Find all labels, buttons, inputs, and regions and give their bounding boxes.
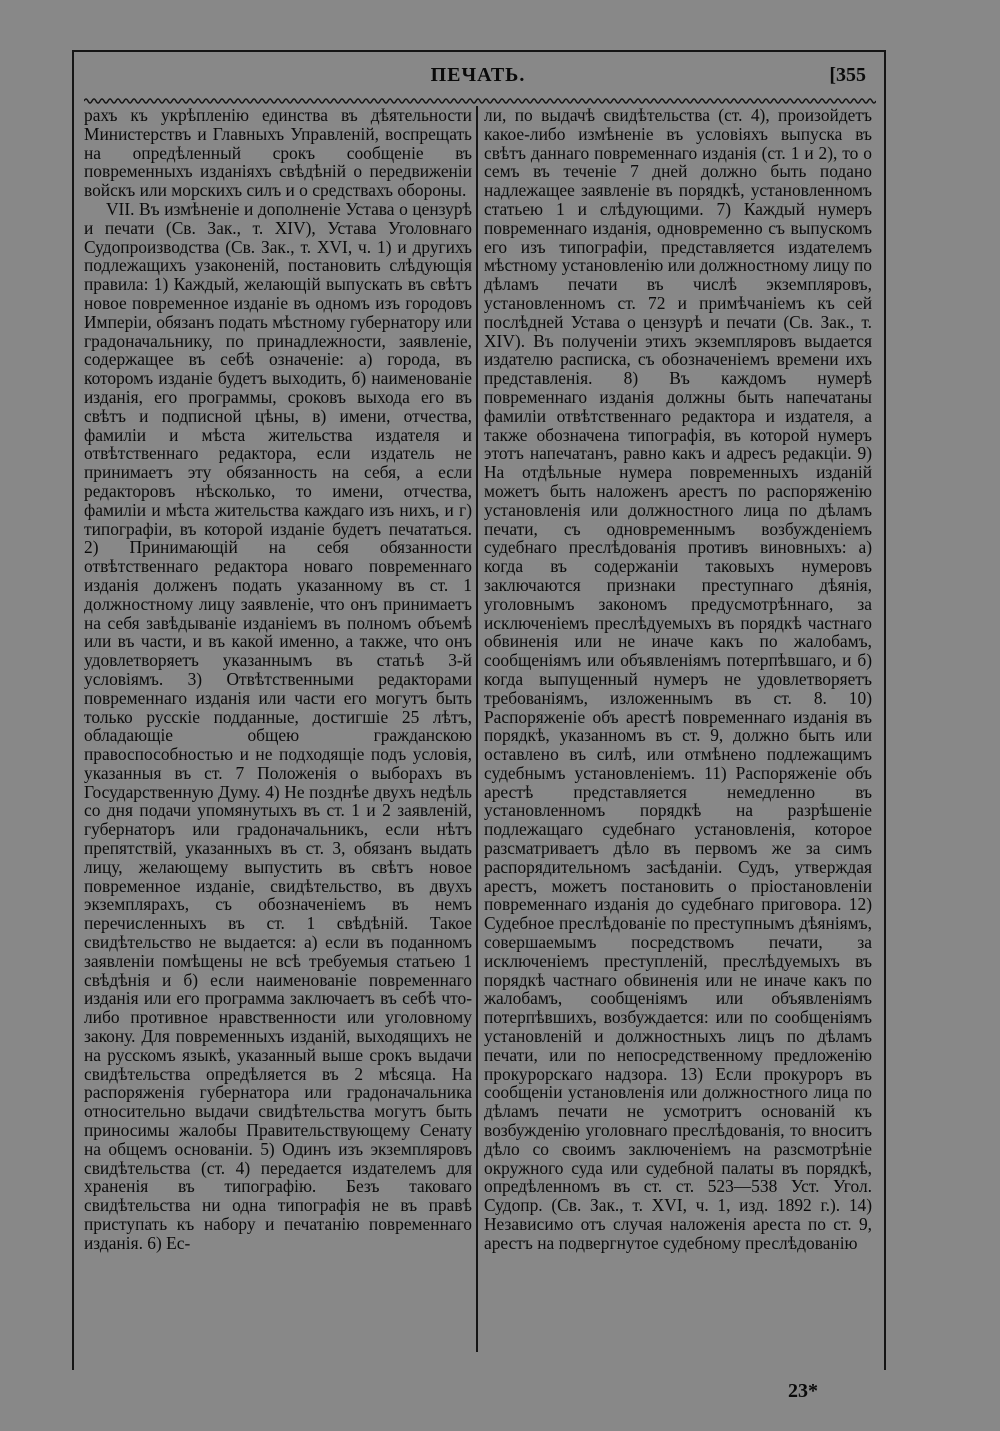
wavy-rule (84, 96, 876, 106)
paragraph: ли, по выдачѣ свидѣтельства (ст. 4), произойдетъ какое-либо измѣненіе въ условіяхъ выпуска въ свѣтъ даннаго повременнаго изданія (ст. 1 и 2), то о семъ въ теченіе 7 дней должно быть подано надлежащее заявленіе въ порядкѣ, установленномъ статьею 1 и слѣдующими. 7) Каждый нумеръ повременнаго изданія, одновременно съ выпускомъ его изъ типографіи, представляется издателемъ мѣстному установленію или должностному лицу по дѣламъ печати въ числѣ экземпляровъ, установленномъ ст. 72 и примѣчаніемъ къ сей послѣдней Устава о цензурѣ и печати (Св. Зак., т. XIV). Въ полученіи этихъ экземпляровъ выдается издателю расписка, съ обозначеніемъ времени ихъ представленія. 8) Въ каждомъ нумерѣ повременнаго изданія должны быть напечатаны фамиліи отвѣтственнаго редактора и издателя, а также обозначена типографія, въ которой нумеръ этотъ напечатанъ, равно какъ и адресъ редакціи. 9) На отдѣльные нумера повременныхъ изданій можетъ быть наложенъ арестъ по распоряженію установленія или должностного лица по дѣламъ печати, съ одновременнымъ возбужденіемъ судебнаго преслѣдованія противъ виновныхъ: а) когда въ содержаніи таковыхъ нумеровъ заключаются признаки преступнаго дѣянія, уголовнымъ закономъ предусмотрѣннаго, за исключеніемъ преслѣдуемыхъ въ порядкѣ частнаго обвиненія или не иначе какъ по жалобамъ, сообщеніямъ или объявленіямъ потерпѣвшаго, и б) когда выпущенный нумеръ не удовлетворяетъ требованіямъ, изложеннымъ въ ст. 8. 10) Распоряженіе объ арестѣ повременнаго изданія въ порядкѣ, указанномъ въ ст. 9, должно быть или оставлено въ силѣ, или отмѣнено подлежащимъ судебнымъ установленіемъ. 11) Распоряженіе объ арестѣ представляется немедленно въ установленномъ порядкѣ на разрѣшеніе подлежащаго судебнаго установленія, которое разсматриваетъ дѣло въ первомъ же за симъ распорядительномъ засѣданіи. Судъ, утверждая арестъ, можетъ постановить о пріостановленіи повременнаго изданія до судебнаго приговора. 12) Судебное преслѣдованіе по преступнымъ дѣяніямъ, совершаемымъ посредствомъ печати, за исключеніемъ преступленій, преслѣдуемыхъ въ порядкѣ частнаго обвиненія или не иначе какъ по жалобамъ, сообщеніямъ или объявленіямъ потерпѣвшихъ, возбуждается: или по сообщеніямъ установленій и должностныхъ лицъ по дѣламъ печати, или по непосредственному предложенію прокурорскаго надзора. 13) Если прокуроръ въ сообщеніи установленія или должностного лица по дѣламъ печати не усмотритъ основаній къ возбужденію уголовнаго преслѣдованія, то вноситъ дѣло со своимъ заключеніемъ на разсмотрѣніе окружного суда или судебной палаты въ порядкѣ, опредѣленномъ въ ст. ст. 523—538 Уст. Угол. Судопр. (Св. Зак., т. XVI, ч. 1, изд. 1892 г.). 14) Независимо отъ случая наложенія ареста по ст. 9, арестъ на подвергнутое судебному преслѣдованію (484, 106, 872, 1253)
page-number: [355 (829, 64, 866, 86)
page-title: ПЕЧАТЬ. (430, 64, 526, 86)
paragraph: рахъ къ укрѣпленію единства въ дѣятельности Министерствъ и Главныхъ Управленій, воспрещать на опредѣленный срокъ сообщеніе въ повременныхъ изданіяхъ свѣдѣній о передвиженіи войскъ или морскихъ силъ и о средствахъ обороны. (84, 106, 472, 201)
running-header (78, 64, 878, 94)
left-column (84, 106, 472, 1354)
paragraph: VII. Въ измѣненіе и дополненіе Устава о цензурѣ и печати (Св. Зак., т. XIV), Устава Уголовнаго Судопроизводства (Св. Зак., т. XVI, ч. 1) и другихъ подлежащихъ узаконеній, постановить слѣдующія правила: 1) Каждый, желающій выпускать въ свѣтъ новое повременное изданіе въ одномъ изъ городовъ Имперіи, обязанъ подать мѣстному губернатору или градоначальнику, по принадлежности, заявленіе, содержащее въ себѣ означеніе: а) города, въ которомъ изданіе будетъ выходить, б) наименованіе изданія, его программы, сроковъ выхода его въ свѣтъ и подписной цѣны, в) имени, отчества, фамиліи и мѣста жительства издателя и отвѣтственнаго редактора, если издатель не принимаетъ эту обязанность на себя, а если редакторовъ нѣсколько, то имени, отчества, фамиліи и мѣста жительства каждаго изъ нихъ, и г) типографіи, въ которой изданіе будетъ печататься. 2) Принимающій на себя обязанности отвѣтственнаго редактора новаго повременнаго изданія долженъ подать указанному въ ст. 1 должностному лицу заявленіе, что онъ принимаетъ на себя завѣдываніе изданіемъ въ полномъ объемѣ или въ части, и въ какой именно, а также, что онъ удовлетворяетъ указаннымъ въ статьѣ 3-й условіямъ. 3) Отвѣтственными редакторами повременнаго изданія или части его могутъ быть только русскіе подданные, достигшіе 25 лѣтъ, обладающіе общею гражданскою правоспособностью и не подходящіе подъ условія, указанныя въ ст. 7 Положенія о выборахъ въ Государственную Думу. 4) Не позднѣе двухъ недѣль со дня подачи упомянутыхъ въ ст. 1 и 2 заявленій, губернаторъ или градоначальникъ, если нѣтъ препятствій, указанныхъ въ ст. 3, обязанъ выдать лицу, желающему выпустить въ свѣтъ новое повременное изданіе, свидѣтельство, въ двухъ экземплярахъ, съ обозначеніемъ въ немъ перечисленныхъ въ ст. 1 свѣдѣній. Такое свидѣтельство не выдается: а) если въ поданномъ заявленіи помѣщены не всѣ требуемыя статьею 1 свѣдѣнія и б) если наименованіе повременнаго изданія или его программа заключаетъ въ себѣ что-либо противное нравственности или уголовному закону. Для повременныхъ изданій, выходящихъ не на русскомъ языкѣ, указанный выше срокъ выдачи свидѣтельства опредѣляется въ 2 мѣсяца. На распоряженія губернатора или градоначальника относительно выдачи свидѣтельства могутъ быть приносимы жалобы Правительствующему Сенату на общемъ основаніи. 5) Одинъ изъ экземпляровъ свидѣтельства (ст. 4) передается издателемъ для храненія въ типографію. Безъ таковаго свидѣтельства ни одна типографія не въ правѣ приступать къ набору и печатанію повременнаго изданія. 6) Ес- (84, 198, 472, 1253)
right-column (484, 106, 872, 1354)
column-divider (476, 106, 478, 1352)
printer-signature: 23* (788, 1380, 818, 1402)
